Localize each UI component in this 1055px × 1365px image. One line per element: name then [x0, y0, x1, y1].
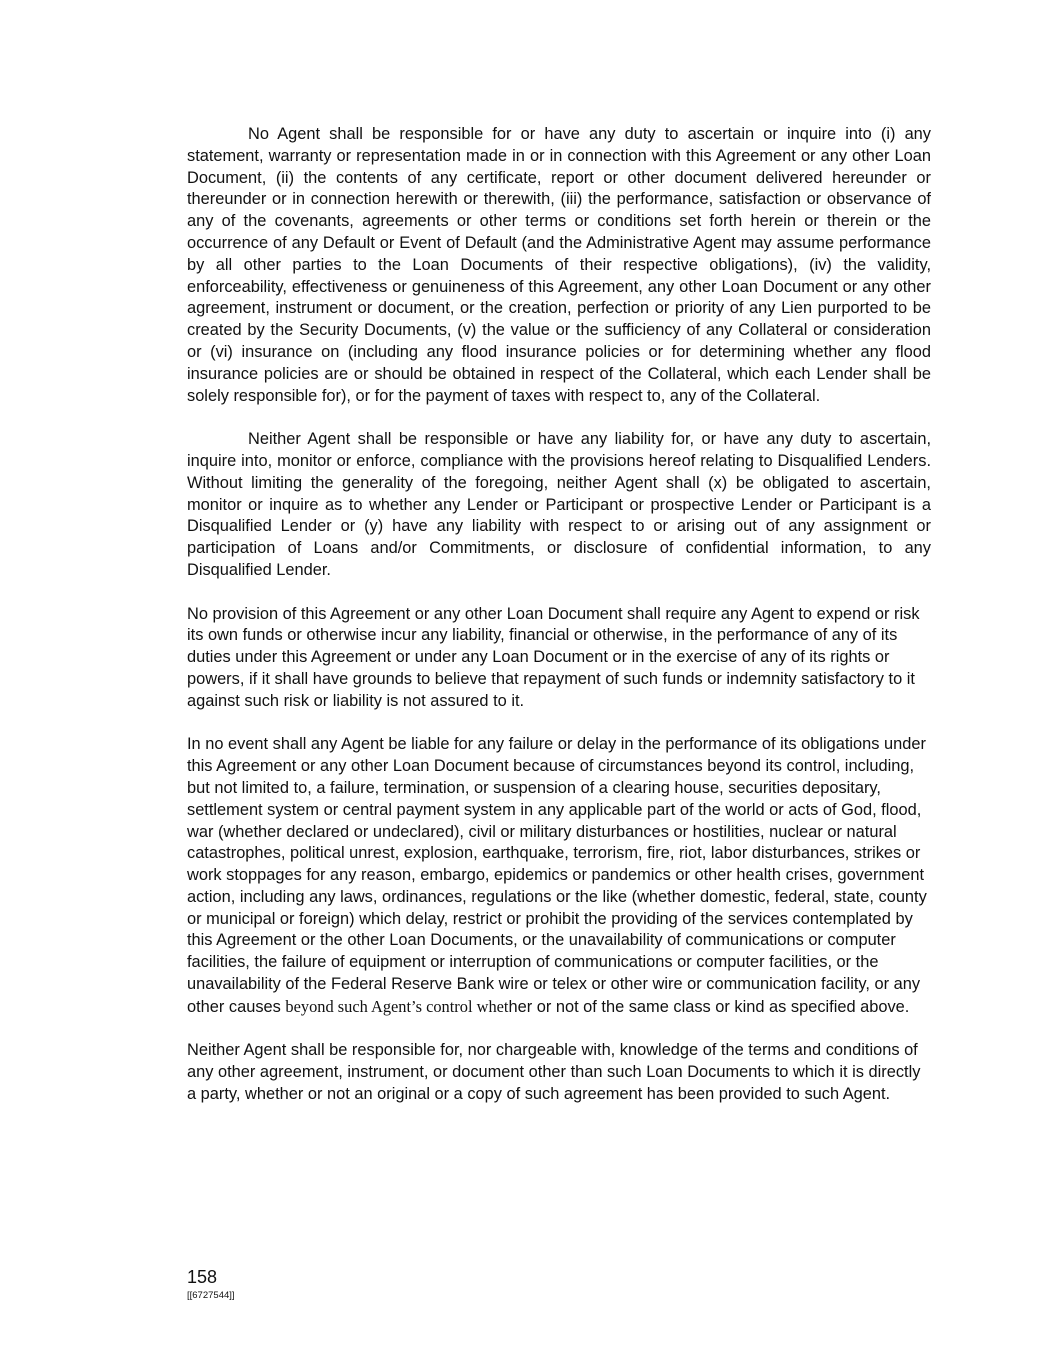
paragraph-agent-responsibility: No Agent shall be responsible for or have any duty to ascertain or inquire into (i) any statement, warranty or representation made in or in connection with this Agreement or any other Loan Document, (ii) the contents of any certificate, report or other document delivered hereunder or thereunder or in connection herewith or therewith, (iii) the performance, satisfaction or observance of any of the covenants, agreements or other terms or conditions set forth herein or therein or the occurrence of any Default or Event of Default (and the Administrative Agent may assume performance by all other parties to the Loan Documents of their respective obligations), (iv) the validity, enforceability, effectiveness or genuineness of this Agreement, any other Loan Document or any other agreement, instrument or document, or the creation, perfection or priority of any Lien purported to be created by the Security Documents, (v) the value or the sufficiency of any Collateral or consideration or (vi) insurance on (including any flood insurance policies or for determining whether any flood insurance policies are or should be obtained in respect of the Collateral, which each Lender shall be solely responsible for), or for the payment of taxes with respect to, any of the Collateral. [187, 125, 931, 405]
force-majeure-serif-text: beyond such Agent’s control whet [285, 996, 509, 1016]
paragraph-no-funds-provision: No provision of this Agreement or any other Loan Document shall require any Agent to expend or risk its own funds or otherwise incur any liability, financial or otherwise, in the performance of any of its duties under this Agreement or under any Loan Document or in the exercise of any of its rights or powers, if it shall have grounds to believe that repayment of such funds or indemnity satisfactory to it against such risk or liability is not assured to it. [187, 604, 920, 710]
paragraph-force-majeure [187, 734, 931, 1018]
document-id: [[6727544]] [187, 1290, 235, 1301]
force-majeure-main-text: In no event shall any Agent be liable for any failure or delay in the performance of its obligations under this Agreement or any other Loan Document because of circumstances beyond its control, including, but not limited to, a failure, termination, or suspension of a clearing house, securities depositary, settlement system or central payment system in any applicable part of the world or acts of God, flood, war (whether declared or undeclared), civil or military disturbances or hostilities, nuclear or natural catastrophes, political unrest, explosion, earthquake, terrorism, fire, riot, labor disturbances, strikes or work stoppages for any reason, embargo, epidemics or pandemics or other health crises, government action, including any laws, ordinances, regulations or the like (whether domestic, federal, state, county or municipal or foreign) which delay, restrict or prohibit the providing of the services contemplated by this Agreement or the other Loan Documents, or the unavailability of communications or computer facilities, the failure of equipment or interruption of communications or computer facilities, or the unavailability of the Federal Reserve Bank wire or telex or other wire or communication facility, or any other causes [187, 735, 927, 1016]
force-majeure-tail-text: her or not of the same class or kind as specified above. [508, 997, 910, 1016]
paragraph-knowledge-of-terms: Neither Agent shall be responsible for, nor chargeable with, knowledge of the terms and conditions of any other agreement, instrument, or document other than such Loan Documents to which it is directly a party, whether or not an original or a copy of such agreement has been provided to such Agent. [187, 1041, 921, 1104]
page-number: 158 [187, 1267, 218, 1287]
paragraph-disqualified-lenders: Neither Agent shall be responsible or have any liability for, or have any duty to ascertain, inquire into, monitor or enforce, compliance with the provisions hereof relating to Disqualified Lenders. Without limiting the generality of the foregoing, neither Agent shall (x) be obligated to ascertain, monitor or inquire as to whether any Lender or Participant or prospective Lender or Participant is a Disqualified Lender or (y) have any liability with respect to or arising out of any assignment or participation of Loans and/or Commitments, or disclosure of confidential information, to any Disqualified Lender. [187, 430, 931, 579]
document-body [187, 124, 931, 1128]
